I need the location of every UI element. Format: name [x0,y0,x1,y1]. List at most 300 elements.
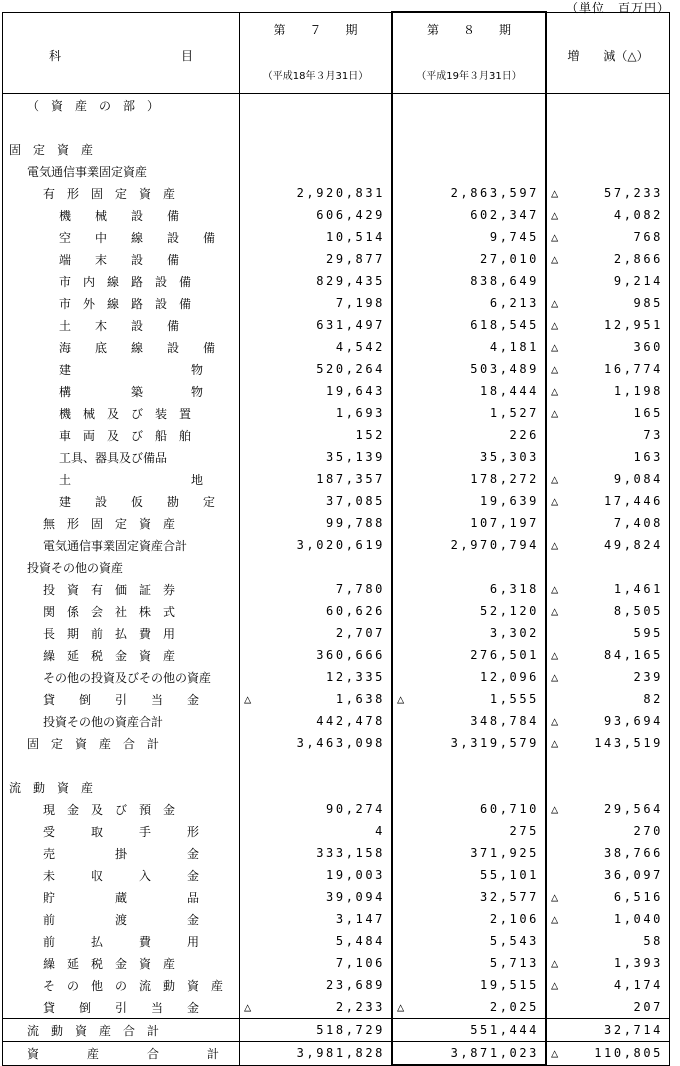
row-label: 受 取 手 形 [43,824,200,839]
period-7-cell [240,512,393,534]
negative-mark [397,604,411,618]
diff-cell [546,490,670,512]
diff-value: 58 [643,934,663,948]
period-8-cell [392,94,546,117]
row-label: 現 金 及 び 預 金 [43,802,176,817]
negative-mark [397,846,411,860]
row-label: 機 械 設 備 [59,208,180,223]
period-7-value: 2,707 [335,626,385,640]
diff-value: 57,233 [604,186,663,200]
diff-cell [546,908,670,930]
period-7-value: 631,497 [316,318,385,332]
negative-mark [244,912,258,926]
diff-cell [546,776,670,798]
period-7-value: 3,020,619 [296,538,385,552]
period-7-value: 5,484 [335,934,385,948]
diff-cell [546,292,670,314]
row-label-cell [3,644,240,666]
period-7-cell [240,490,393,512]
row-label: （ 資 産 の 部 ） [27,98,160,113]
diff-cell [546,380,670,402]
table-row [3,952,670,974]
balance-sheet-table [2,11,670,1066]
negative-mark [397,1023,411,1037]
row-label-cell [3,732,240,754]
period-7-cell [240,336,393,358]
table-row [3,556,670,578]
row-label: 端 末 設 備 [59,252,180,267]
negative-mark [397,626,411,640]
row-label: 長 期 前 払 費 用 [43,626,176,641]
diff-value: 143,519 [594,736,663,750]
negative-mark [397,670,411,684]
table-row [3,402,670,424]
period-7-value: 829,435 [316,274,385,288]
period-7-value: 3,981,828 [296,1046,385,1061]
negative-mark [244,868,258,882]
row-label: 資 産 合 計 [27,1046,220,1061]
negative-mark [244,1046,258,1060]
period-8-cell [392,688,546,710]
table-row [3,270,670,292]
diff-cell [546,94,670,117]
period-7-cell [240,974,393,996]
row-label-cell [3,842,240,864]
period-8-cell [392,556,546,578]
period-7-cell [240,864,393,886]
period-8-value: 371,925 [470,846,539,860]
negative-mark: △ [551,252,559,266]
table-row [3,490,670,512]
period-7-cell [240,776,393,798]
negative-mark [397,538,411,552]
row-label-cell [3,1019,240,1042]
negative-mark [397,296,411,310]
diff-value: 165 [633,406,663,420]
row-label-cell [3,160,240,182]
diff-cell [546,314,670,336]
negative-mark [244,274,258,288]
negative-mark: △ [244,692,252,706]
period-7-cell [240,402,393,424]
period-7-value: 29,877 [326,252,385,266]
row-label: 貸 倒 引 当 金 [43,1000,200,1015]
negative-mark [551,934,565,948]
table-row [3,534,670,556]
negative-mark [244,230,258,244]
period-7-cell [240,534,393,556]
period-7-cell [240,908,393,930]
unit-label: （単位 百万円） [565,1,670,15]
negative-mark [551,428,565,442]
negative-mark [397,978,411,992]
diff-value: 4,174 [613,978,663,992]
row-label-cell [3,512,240,534]
period-8-cell [392,182,546,204]
period-7-cell [240,600,393,622]
period-8-value: 2,025 [489,1000,539,1014]
diff-cell [546,820,670,842]
table-row [3,160,670,182]
table-row [3,380,670,402]
negative-mark [244,340,258,354]
negative-mark: △ [551,538,559,552]
period-8-value: 55,101 [480,868,539,882]
row-label: 車 両 及 び 船 舶 [59,428,192,443]
diff-cell [546,996,670,1019]
negative-mark [397,362,411,376]
period-8-cell [392,424,546,446]
diff-cell [546,600,670,622]
period-8-cell [392,578,546,600]
row-label: 建 設 仮 勘 定 [59,494,216,509]
period-7-cell [240,160,393,182]
diff-cell [546,732,670,754]
period-8-value: 602,347 [470,208,539,222]
diff-cell [546,578,670,600]
period-8-cell [392,512,546,534]
period-7-cell [240,358,393,380]
row-label-cell [3,314,240,336]
negative-mark: △ [551,362,559,376]
row-label-cell [3,930,240,952]
table-row [3,688,670,710]
negative-mark [551,846,565,860]
period-8-value: 3,871,023 [450,1046,539,1060]
negative-mark [551,1023,565,1037]
period-7-value: 7,780 [335,582,385,596]
period-7-cell [240,182,393,204]
period-8-cell [392,160,546,182]
period-7-cell [240,270,393,292]
row-label: 土 木 設 備 [59,318,180,333]
period-7-value: 518,729 [316,1023,385,1037]
period-7-cell [240,798,393,820]
row-label-cell [3,666,240,688]
negative-mark [244,956,258,970]
table-header-row [3,12,670,94]
period-7-value: 60,626 [326,604,385,618]
period-8-value: 1,555 [489,692,539,706]
period-7-cell [240,116,393,138]
negative-mark [397,186,411,200]
period-8-cell [392,380,546,402]
header-p8-date: （平成19年３月31日） [416,71,522,82]
diff-cell [546,160,670,182]
period-8-value: 503,489 [470,362,539,376]
diff-cell [546,138,670,160]
negative-mark [397,582,411,596]
negative-mark: △ [551,472,559,486]
row-label-cell [3,94,240,117]
diff-cell [546,248,670,270]
row-label: 土 地 [59,472,204,487]
negative-mark [397,230,411,244]
row-label-cell [3,556,240,578]
row-label-cell [3,116,240,138]
negative-mark [244,604,258,618]
row-label: 海 底 線 設 備 [59,340,216,355]
diff-value: 4,082 [613,208,663,222]
row-label-cell [3,952,240,974]
row-label: 機 械 及 び 装 置 [59,406,192,421]
period-7-value: 10,514 [326,230,385,244]
period-8-value: 27,010 [480,252,539,266]
table-row [3,996,670,1019]
diff-cell [546,226,670,248]
period-7-cell [240,314,393,336]
period-8-value: 838,649 [470,274,539,288]
period-8-cell [392,138,546,160]
negative-mark [397,934,411,948]
negative-mark [551,868,565,882]
negative-mark [244,450,258,464]
negative-mark: △ [551,296,559,310]
period-8-cell [392,644,546,666]
row-label-cell [3,248,240,270]
table-row [3,314,670,336]
table-row [3,292,670,314]
diff-cell [546,204,670,226]
period-8-value: 226 [509,428,539,442]
negative-mark [397,956,411,970]
table-row [3,710,670,732]
period-7-value: 1,638 [335,692,385,706]
period-8-cell [392,270,546,292]
negative-mark [244,384,258,398]
row-label-cell [3,490,240,512]
row-label: 市 内 線 路 設 備 [59,274,192,289]
negative-mark [397,208,411,222]
period-8-cell [392,204,546,226]
negative-mark [397,912,411,926]
period-7-cell [240,930,393,952]
period-8-value: 107,197 [470,516,539,530]
header-period-8 [392,12,546,94]
diff-cell [546,622,670,644]
negative-mark: △ [244,1000,252,1014]
period-7-value: 37,085 [326,494,385,508]
period-7-value: 4 [375,824,385,838]
row-label: 投資その他の資産 [27,560,124,575]
period-8-cell [392,622,546,644]
negative-mark: △ [551,208,559,222]
period-7-value: 23,689 [326,978,385,992]
table-row [3,204,670,226]
diff-cell [546,886,670,908]
period-7-value: 12,335 [326,670,385,684]
row-label: 未 収 入 金 [43,868,200,883]
row-label: 前 払 費 用 [43,934,200,949]
negative-mark [244,318,258,332]
period-8-cell [392,226,546,248]
period-8-cell [392,820,546,842]
diff-cell [546,1042,670,1066]
period-8-cell [392,1042,546,1066]
diff-value: 270 [633,824,663,838]
negative-mark [397,494,411,508]
table-row [3,842,670,864]
diff-cell [546,534,670,556]
diff-value: 16,774 [604,362,663,376]
diff-cell [546,402,670,424]
diff-value: 6,516 [613,890,663,904]
period-8-value: 6,318 [489,582,539,596]
negative-mark [244,208,258,222]
negative-mark: △ [397,1000,405,1014]
negative-mark [397,472,411,486]
negative-mark [551,450,565,464]
negative-mark [244,648,258,662]
period-8-cell [392,996,546,1019]
period-7-value: 2,920,831 [296,186,385,200]
table-row [3,820,670,842]
negative-mark [244,1023,258,1037]
row-label: 構 築 物 [59,384,204,399]
row-label-cell [3,820,240,842]
table-row [3,974,670,996]
diff-cell [546,710,670,732]
row-label-cell [3,336,240,358]
period-8-value: 618,545 [470,318,539,332]
row-label-cell [3,424,240,446]
period-7-cell [240,886,393,908]
negative-mark [244,978,258,992]
period-7-cell [240,1042,393,1066]
period-7-cell [240,424,393,446]
negative-mark: △ [551,1046,559,1061]
table-row [3,754,670,776]
negative-mark [551,516,565,530]
row-label: 空 中 線 設 備 [59,230,216,245]
diff-value: 17,446 [604,494,663,508]
row-label-cell [3,776,240,798]
negative-mark: △ [551,384,559,398]
period-8-cell [392,1019,546,1042]
negative-mark: △ [551,978,559,992]
diff-value: 8,505 [613,604,663,618]
diff-value: 239 [633,670,663,684]
negative-mark [244,846,258,860]
negative-mark [397,318,411,332]
period-8-cell [392,864,546,886]
period-8-cell [392,732,546,754]
negative-mark [244,890,258,904]
row-label-cell [3,600,240,622]
negative-mark [397,802,411,816]
diff-value: 84,165 [604,648,663,662]
table-row [3,358,670,380]
row-label-cell [3,798,240,820]
row-label-cell [3,402,240,424]
negative-mark [551,274,565,288]
period-8-value: 35,303 [480,450,539,464]
row-label-cell [3,182,240,204]
row-label: 流 動 資 産 合 計 [27,1023,160,1038]
negative-mark [244,714,258,728]
period-8-cell [392,600,546,622]
diff-cell [546,358,670,380]
period-7-value: 19,003 [326,868,385,882]
period-8-value: 6,213 [489,296,539,310]
row-label: 売 掛 金 [43,846,200,861]
period-7-cell [240,820,393,842]
diff-cell [546,644,670,666]
period-8-value: 12,096 [480,670,539,684]
header-diff-label: 増 減（△） [567,48,649,63]
row-label: 電気通信事業固定資産 [27,164,148,179]
negative-mark [244,736,258,750]
negative-mark [397,1046,411,1060]
period-8-value: 5,543 [489,934,539,948]
negative-mark: △ [551,494,559,508]
table-row [3,930,670,952]
table-row [3,732,670,754]
header-account [3,12,240,94]
period-7-value: 520,264 [316,362,385,376]
negative-mark [397,648,411,662]
negative-mark: △ [551,670,559,684]
negative-mark [551,1000,565,1014]
period-7-cell [240,138,393,160]
table-row [3,578,670,600]
diff-cell [546,864,670,886]
period-7-cell [240,380,393,402]
row-label-cell [3,468,240,490]
table-row [3,908,670,930]
negative-mark [397,428,411,442]
table-row [3,864,670,886]
negative-mark: △ [551,736,559,750]
row-label-cell [3,1042,240,1066]
negative-mark [551,626,565,640]
diff-value: 985 [633,296,663,310]
period-7-cell [240,94,393,117]
row-label-cell [3,226,240,248]
diff-value: 36,097 [604,868,663,882]
diff-cell [546,424,670,446]
table-row [3,1019,670,1042]
period-7-cell [240,226,393,248]
row-label-cell [3,358,240,380]
table-row [3,446,670,468]
table-row [3,622,670,644]
period-8-value: 19,515 [480,978,539,992]
diff-cell [546,182,670,204]
row-label: 工具、器具及び備品 [59,450,168,465]
row-label-cell [3,710,240,732]
period-8-value: 1,527 [489,406,539,420]
diff-cell [546,556,670,578]
period-8-cell [392,952,546,974]
diff-value: 9,214 [613,274,663,288]
diff-value: 7,408 [613,516,663,530]
negative-mark [244,626,258,640]
table-row [3,138,670,160]
header-p7-title: 第 ７ 期 [273,22,358,37]
negative-mark [244,296,258,310]
diff-value: 1,198 [613,384,663,398]
period-7-cell [240,204,393,226]
negative-mark [244,516,258,530]
period-7-cell [240,996,393,1019]
row-label-cell [3,974,240,996]
period-8-value: 5,713 [489,956,539,970]
diff-cell [546,952,670,974]
table-row [3,886,670,908]
table-row [3,644,670,666]
row-label-cell [3,908,240,930]
